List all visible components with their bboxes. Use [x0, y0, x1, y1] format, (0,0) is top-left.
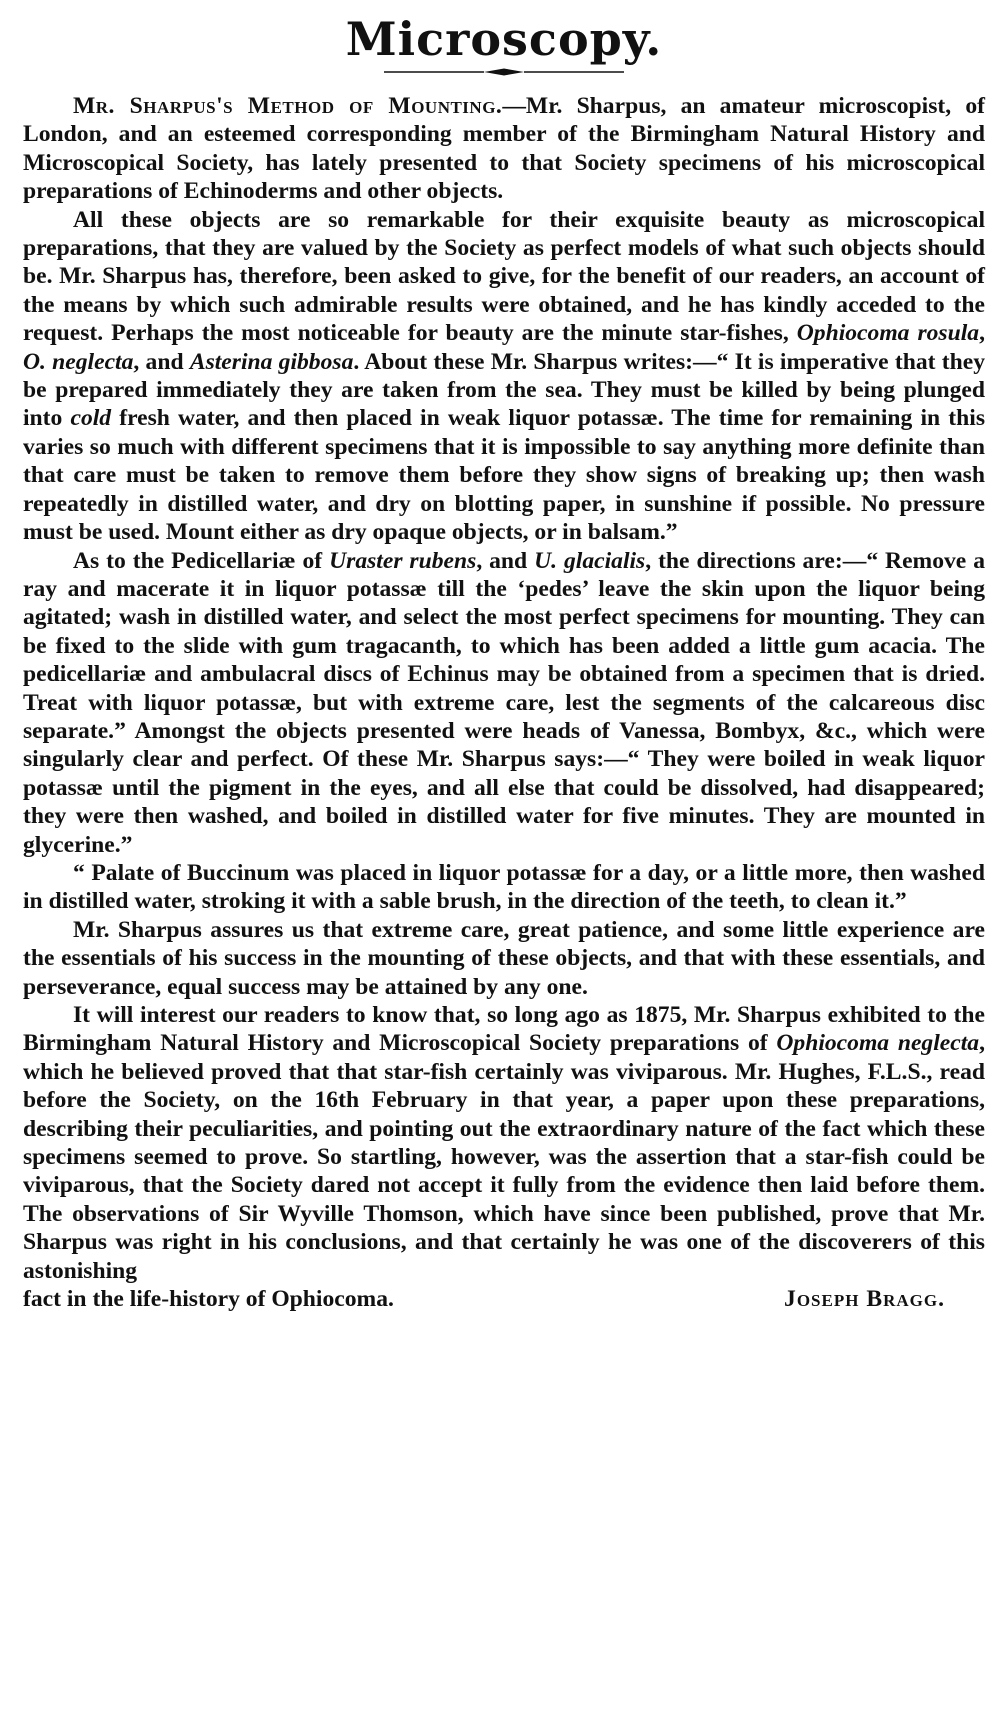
paragraph-3-text-b: , and	[476, 547, 535, 574]
paragraph-5	[23, 916, 985, 1001]
paragraph-5-text: Mr. Sharpus assures us that extreme care, great patience, and some little experience are the essentials of his success in the mounting of these objects, and that with these essentials, and perseverance, equal success may be attained by any one.	[23, 916, 985, 1000]
species-name: O. neglecta	[23, 348, 134, 375]
paragraph-6-text-b: , which he believed proved that that star-fish certainly was viviparous. Mr. Hughes, F.L.S., read before the Society, on the 16th February in that year, a paper upon these preparations, describing their peculiarities, and pointing out the extraordinary nature of the fact which these specimens seemed to prove. So startling, however, was the assertion that a star-fish could be viviparous, that the Society dared not accept it fully from the evidence then laid before them. The observations of Sir Wyville Thomson, which have since been published, prove that Mr. Sharpus was right in his conclusions, and that certainly he was one of the discoverers of this astonishing	[23, 1030, 985, 1284]
paragraph-3	[23, 547, 985, 859]
paragraph-2-text-b: ,	[979, 320, 985, 347]
paragraph-2-text-d: . About these Mr. Sharpus writes:—“ It is imperative that they be prepared immediately they are taken from the sea. They must be killed by being plunged into	[23, 348, 985, 432]
paragraph-6-last-line: fact in the life-history of Ophiocoma.	[23, 1286, 394, 1313]
paragraph-2	[23, 206, 985, 547]
page-title: Microscopy.	[345, 12, 663, 66]
paragraph-6	[23, 1001, 985, 1285]
species-name: Uraster rubens	[329, 547, 477, 574]
paragraph-2-text-a: All these objects are so remarkable for their exquisite beauty as microscopical preparations, that they are valued by the Society as perfect models of what such objects should be. Mr. Sharpus has, therefore, been asked to give, for the benefit of our readers, an account of the means by which such admirable results were obtained, and he has kindly acceded to the request. Perhaps the most noticeable for beauty are the minute star-fishes,	[23, 206, 985, 347]
paragraph-4-text: “ Palate of Buccinum was placed in liquor potassæ for a day, or a little more, then washed in distilled water, stroking it with a sable brush, in the direction of the teeth, to clean it.”	[23, 859, 985, 915]
page	[23, 0, 985, 1313]
paragraph-3-text-c: , the directions are:—“ Remove a ray and macerate it in liquor potassæ till the ‘pedes’ leave the skin upon the liquor being agitated; wash in distilled water, and select the most perfect specimens for mounting. They can be fixed to the slide with gum tragacanth, to which has been added a little gum acacia. The pedicellariæ and ambulacral discs of Echinus may be obtained from a specimen that is dried. Treat with liquor potassæ, but with extreme care, lest the segments of the calcareous disc separate.” Amongst the objects presented were heads of Vanessa, Bombyx, &c., which were singularly clear and perfect. Of these Mr. Sharpus says:—“ They were boiled in weak liquor potassæ until the pigment in the eyes, and all else that could be dissolved, had disappeared; they were then washed, and boiled in distilled water for five minutes. They are mounted in glycerine.”	[23, 547, 985, 858]
species-name: Ophiocoma rosula	[796, 320, 980, 347]
paragraph-6-text-a: It will interest our readers to know that, so long ago as 1875, Mr. Sharpus exhibited to the Birmingham Natural History and Microscopical Society preparations of	[23, 1002, 985, 1057]
closing-line	[23, 1285, 985, 1313]
ornamental-rule-icon	[384, 68, 624, 76]
section-heading: Mr. Sharpus's Method of Mounting.	[73, 93, 503, 119]
species-name: U. glacialis	[534, 547, 646, 574]
paragraph-1-text: —Mr. Sharpus, an amateur microscopist, of London, and an esteemed corresponding member of the Birmingham Natural History and Microscopical Society, has lately presented to that Society specimens of his microscopical preparations of Echinoderms and other objects.	[23, 93, 985, 205]
species-name: Asterina gibbosa	[189, 348, 354, 375]
author-signature: Joseph Bragg.	[784, 1286, 945, 1313]
paragraph-3-text-a: As to the Pedicellariæ of	[73, 547, 330, 574]
title-rule	[23, 68, 985, 76]
paragraph-2-text-c: , and	[133, 348, 190, 375]
species-name: Ophiocoma neglecta	[776, 1030, 980, 1057]
article-body	[23, 92, 985, 1313]
paragraph-1	[23, 92, 985, 206]
emphasis-word: cold	[70, 405, 112, 432]
paragraph-2-text-e: fresh water, and then placed in weak liquor potassæ. The time for remaining in this varies so much with different specimens that it is impossible to say anything more definite than that care must be taken to remove them before they show signs of breaking up; then wash repeatedly in distilled water, and dry on blotting paper, in sunshine if possible. No pressure must be used. Mount either as dry opaque objects, or in balsam.”	[23, 405, 985, 546]
paragraph-4	[23, 859, 985, 916]
